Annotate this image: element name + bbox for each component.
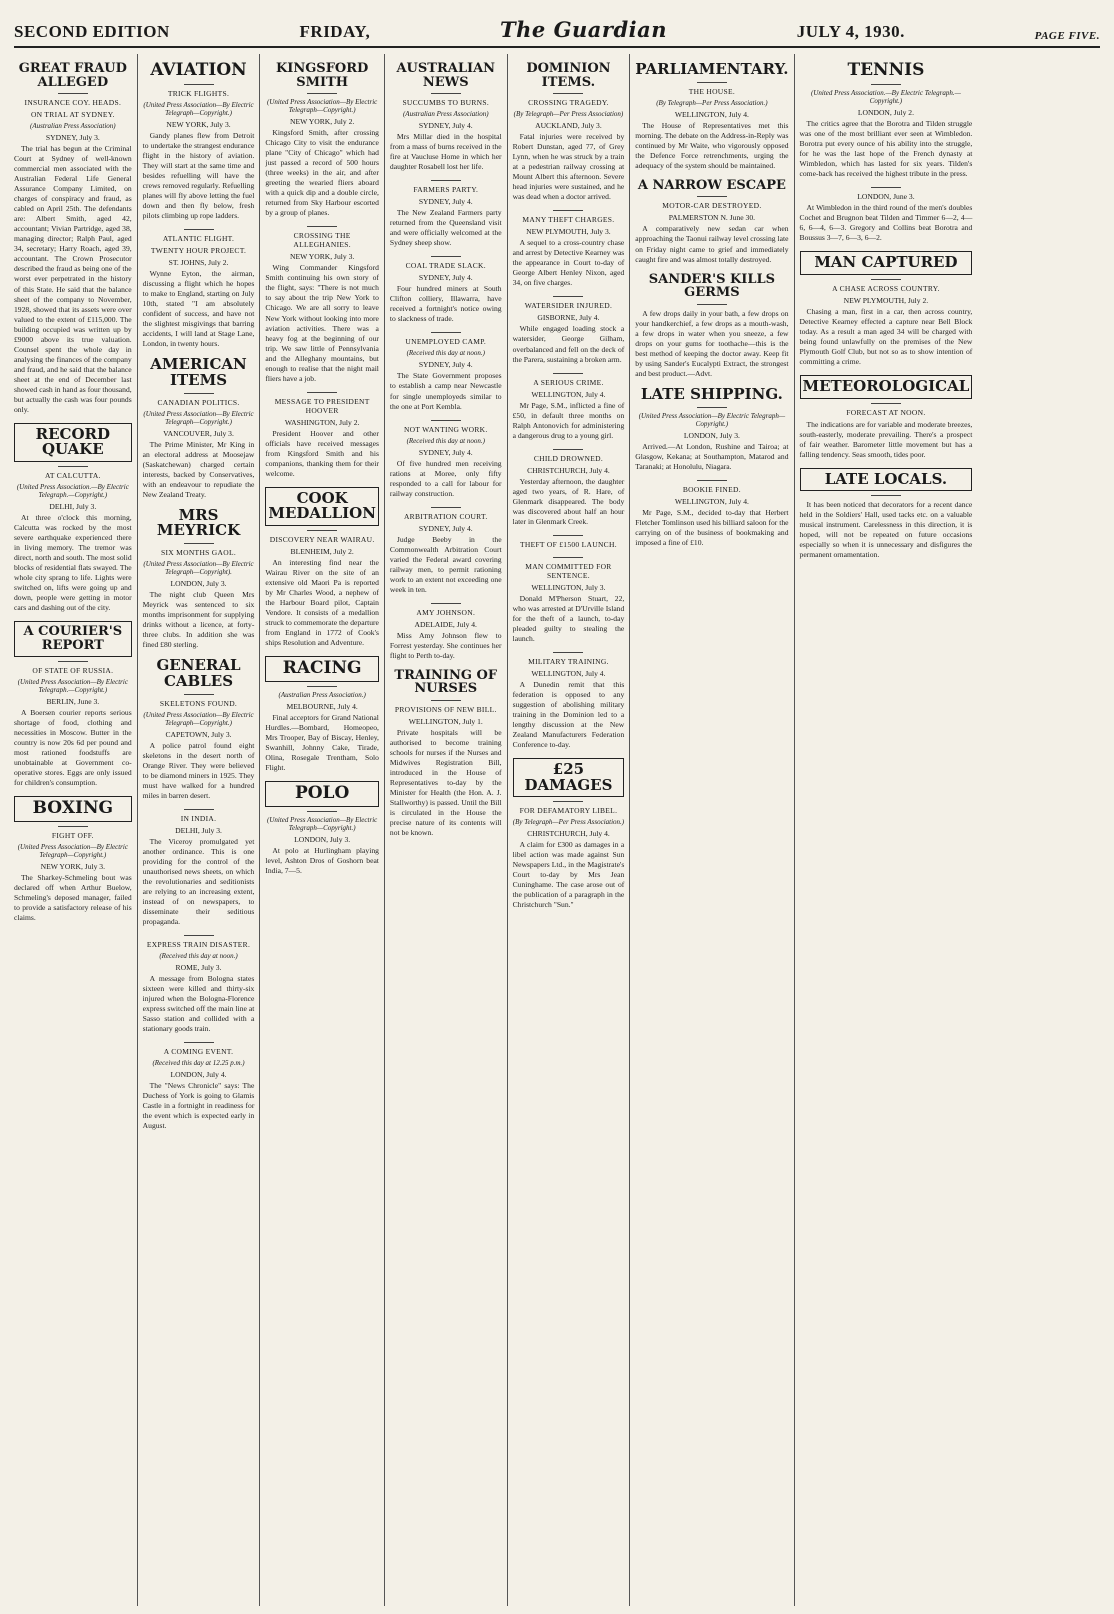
article-headline: A NARROW ESCAPE <box>637 177 786 193</box>
article-credit: (Received this day at noon.) <box>406 349 485 358</box>
article-credit: (United Press Association—By Electric Telegraph—Copyright). <box>143 560 254 577</box>
article-credit: (By Telegraph—Per Press Association.) <box>656 98 768 107</box>
headline-divider <box>184 694 214 695</box>
article-headline: MRS MEYRICK <box>156 505 241 540</box>
article-body: An interesting find near the Wairau River on the site of an extensive old Maori Pa is reported by Mr Charles Wood, a nephew of the Harbour Board pilot, Captain Vendore. It consists of a medallion struck to commemorate the departure from England in 1772 of Cook's ships Resolution and Adventure. <box>265 558 379 648</box>
article-dateline: CAPETOWN, July 3. <box>165 729 232 739</box>
article-body: Of five hundred men receiving rations at Moree, only fifty responded to a call for labour for railway construction. <box>389 458 502 498</box>
article-subhead: SIX MONTHS GAOL. <box>161 548 237 558</box>
article-dateline: BERLIN, June 3. <box>46 696 100 706</box>
article <box>265 656 379 773</box>
column-5 <box>507 54 630 1606</box>
article-dateline: LONDON, July 3. <box>170 579 227 589</box>
article <box>513 296 625 364</box>
article-subhead: BOOKIE FINED. <box>682 484 741 494</box>
headline-divider <box>307 93 337 94</box>
article-subhead: CHILD DROWNED. <box>533 453 604 463</box>
article <box>800 62 973 179</box>
article-subhead: CROSSING TRAGEDY. <box>528 98 609 108</box>
article-subhead: MOTOR-CAR DESTROYED. <box>662 201 762 211</box>
article-credit: (By Telegraph—Per Press Association) <box>513 110 624 119</box>
article-headline: TRAINING OF NURSES <box>394 667 498 697</box>
article-dateline: WELLINGTON, July 4. <box>674 109 749 119</box>
article-subhead: IN INDIA. <box>180 813 217 823</box>
article-subhead: FOR DEFAMATORY LIBEL. <box>519 806 618 816</box>
article-dateline: LONDON, July 3. <box>294 835 351 845</box>
article-body: A sequel to a cross-country chase and arrest by Detective Kearney was the appearance in Court to-day of George Albert Henley Nixon, aged 34, on five charges. <box>512 238 625 288</box>
article-dateline: WELLINGTON, July 4. <box>531 668 606 678</box>
article-credit: (Australian Press Association) <box>402 110 489 119</box>
article-body: The New Zealand Farmers party returned from the Queensland visit and were officially welcomed at the Sydney sheep show. <box>389 208 502 248</box>
article-body: Mr Page, S.M., inflicted a fine of £50, in default three months on Ralph Antonovich for administering a dangerous drug to a young girl. <box>512 400 625 440</box>
article-subhead: CROSSING THE ALLEGHANIES. <box>293 231 351 250</box>
article <box>14 423 132 614</box>
article-credit: (United Press Association—By Electric Telegraph.—Copyright.) <box>17 677 128 694</box>
article <box>800 468 973 561</box>
article-dateline: CHRISTCHURCH, July 4. <box>527 829 610 839</box>
article-dateline: WELLINGTON, July 4. <box>531 389 606 399</box>
article-body: The House of Representatives met this morning. The debate on the Address-in-Reply was continued by Mr Waite, who vigorously opposed the Defence Force retrenchments, urging the adequacy of the system should be maintained. <box>635 120 789 170</box>
article <box>143 1042 255 1131</box>
article-dateline: WASHINGTON, July 2. <box>284 417 360 427</box>
article-dateline: VANCOUVER, July 3. <box>163 428 234 438</box>
article-subhead: COAL TRADE SLACK. <box>405 261 486 271</box>
headline-divider <box>697 407 727 408</box>
article <box>143 229 255 349</box>
article-body: The indications are for variable and moderate breezes, south-easterly, moderate prevailing. There's a prospect of fair weather. Barometer little movement but has a falling tendency. Seas smooth, tides poor. <box>799 419 973 459</box>
article-headline: GREAT FRAUD ALLEGED <box>18 61 127 90</box>
section-divider <box>553 210 583 211</box>
article-headline: LATE LOCALS. <box>800 468 973 492</box>
article-headline: MAN CAPTURED <box>800 251 973 275</box>
article-dateline: SYDNEY, July 4. <box>418 121 473 131</box>
article-body: The "News Chronicle" says: The Duchess of York is going to Glamis Castle in a fortnight in readiness for the event which is expected early in August. <box>142 1081 255 1131</box>
section-divider <box>553 535 583 536</box>
article-body: Kingsford Smith, after crossing Chicago City to visit the endurance plane "City of Chicago" which had just passed a record of 500 hours (three weeks) in the air, and after greeting the wearied fliers aboard with a quick dip and a double circle, returned from Sky Harbour escorted by a group of planes. <box>265 128 379 218</box>
article-subhead: FIGHT OFF. <box>51 830 94 840</box>
article-headline: PARLIAMENTARY. <box>635 60 789 78</box>
article-credit: (Received this day at 12.25 p.m.) <box>152 1059 245 1068</box>
section-divider <box>307 226 337 227</box>
article-dateline: SYDNEY, July 4. <box>418 360 473 370</box>
article-body: A claim for £300 as damages in a libel action was made against Sun Newspapers Ltd., in the Magistrate's Court to-day by Mrs Jean Cuninghame. The case arose out of the publication of a paragraph in the Christchurch "Sun." <box>512 840 625 910</box>
article <box>513 210 625 288</box>
section-divider <box>431 180 461 181</box>
article <box>800 375 973 460</box>
section-divider <box>553 373 583 374</box>
article-dateline: WELLINGTON, July 4. <box>674 496 749 506</box>
article-dateline: SYDNEY, July 4. <box>418 523 473 533</box>
article-subhead: AMY JOHNSON. <box>416 607 476 617</box>
column-4 <box>384 54 507 1606</box>
article-body: It has been noticed that decorators for a recent dance held in the Soldiers' Hall, used tacks etc. on a valuable musical instrument. Carelessness in this direction, it is hoped, will not be repeated on future occasions especially so when it is unnecessary and disfigures the permanent ornamentation. <box>799 500 973 560</box>
article-subhead: NOT WANTING WORK. <box>403 424 488 434</box>
article-headline: SANDER'S KILLS GERMS <box>648 271 776 301</box>
article-body: While engaged loading stock a watersider, George Gilham, overbalanced and fell on the deck of the Parera, sustaining a broken arm. <box>512 324 625 364</box>
headline-divider <box>871 403 901 404</box>
article-credit: (United Press Association—By Electric Telegraph—Copyright.) <box>143 710 254 727</box>
article <box>513 535 625 549</box>
article-dateline: LONDON, July 2. <box>857 107 914 117</box>
article <box>390 669 502 838</box>
article-body: At three o'clock this morning, Calcutta was rocked by the most severe earthquake experienced there in living memory. The tremor was direct, north and south. The most solid blocks of residential flats swayed. The whole city sprang to life. Lights were switched on, lifts were going up and down, people were getting in motor cars and dashing out of the city. <box>14 513 132 613</box>
article-headline: AUSTRALIAN NEWS <box>396 61 496 90</box>
headline-divider <box>58 466 88 467</box>
article-credit: (By Telegraph—Per Press Association.) <box>512 818 625 827</box>
article-credit: (United Press Association.—By Electric Telegraph.—Copyright.) <box>16 483 129 500</box>
section-divider <box>431 256 461 257</box>
article-headline: POLO <box>265 781 379 807</box>
masthead <box>14 18 1100 48</box>
article-credit: (United Press Association—By Electric Telegraph—Copyright.) <box>17 842 128 859</box>
article <box>635 384 789 472</box>
article <box>143 935 255 1034</box>
article-dateline: CHRISTCHURCH, July 4. <box>527 465 610 475</box>
edition-label: SECOND EDITION <box>14 22 170 41</box>
article-body: A police patrol found eight skeletons in the desert north of Orange River. They were believed to be diamond miners in 1925. They must have walked for a hundred miles in barren desert. <box>142 740 255 800</box>
headline-divider <box>871 84 901 85</box>
article-dateline: NEW YORK, July 3. <box>166 119 231 129</box>
section-divider <box>184 809 214 810</box>
article-body: At Wimbledon in the third round of the men's doubles Cochet and Brugnon beat Tilden and Timmer 6—2, 4—6, 6—4, 6—3. Gregory and Collins beat Borotra and Boussus 3—7, 6—3, 6—2. <box>799 202 973 242</box>
article-dateline: GISBORNE, July 4. <box>537 313 600 323</box>
article <box>513 373 625 441</box>
article <box>800 187 973 243</box>
article-dateline: SYDNEY, July 4. <box>418 447 473 457</box>
article-body: The Sharkey-Schmeling bout was declared off when Arthur Buelow, Schmeling's deposed manager, failed to provide a satisfactory release of his claims. <box>14 872 132 922</box>
article-body: Miss Amy Johnson flew to Forrest yesterday. She continues her flight to Perth to-day. <box>389 630 502 660</box>
article-dateline: ST. JOHNS, July 2. <box>168 257 229 267</box>
article-dateline: NEW YORK, July 3. <box>289 252 355 262</box>
article-subhead: ATLANTIC FLIGHT. <box>162 233 235 243</box>
article-body: Mrs Millar died in the hospital from a mass of burns received in the fire at Vaucluse Home in which her daughter Rosabell lost her life. <box>389 132 502 172</box>
article-dateline: WELLINGTON, July 3. <box>531 582 606 592</box>
article-headline: RACING <box>265 656 379 682</box>
headline-divider <box>871 279 901 280</box>
column-1 <box>14 54 137 1606</box>
article-subhead: UNEMPLOYED CAMP. <box>405 337 487 347</box>
article-subhead: PROVISIONS OF NEW BILL. <box>394 705 497 715</box>
article <box>513 62 625 202</box>
article-dateline: LONDON, July 3. <box>683 430 740 440</box>
article-dateline: NEW PLYMOUTH, July 3. <box>526 227 611 237</box>
article <box>390 62 502 172</box>
article-body: Fatal injuries were received by Robert Dunstan, aged 77, of Grey Lynn, when he was struck by a train at a pedestrian railway crossing at Mount Albert this afternoon. Severe head injuries were sustained, and he was dead when a doctor arrived. <box>512 132 625 202</box>
article-body: President Hoover and other officials have received messages from Kingsford Smith and his companions, thanking them for their welcome. <box>265 428 379 478</box>
article <box>635 480 788 548</box>
article-subhead: ON TRIAL AT SYDNEY. <box>30 110 115 120</box>
article-body: Chasing a man, first in a car, then across country, Detective Kearney effected a capture near Bell Block today. As a result a man aged 34 will be charged with being found unlawfully on the premises of the New Plymouth Golf Club, but not so as to show intention of committing a crime. <box>799 306 973 366</box>
section-divider <box>431 603 461 604</box>
article-dateline: DELHI, July 3. <box>49 502 97 512</box>
article-subhead: OF STATE OF RUSSIA. <box>32 665 114 675</box>
article-subhead: FORECAST AT NOON. <box>846 407 926 417</box>
headline-divider <box>307 530 337 531</box>
article-body: Donald M'Pherson Stuart, 22, who was arrested at D'Urville Island for the theft of a launch, to-day pleaded guilty to stealing the launch. <box>512 593 625 643</box>
article-credit: (Received this day at noon.) <box>159 952 238 961</box>
article-body: Judge Beeby in the Commonwealth Arbitration Court varied the Federal award covering railway men, to permit rationing work to an extent not exceeding one week in ten. <box>389 534 502 594</box>
article <box>265 226 379 383</box>
article-subhead: TRICK FLIGHTS. <box>167 88 230 98</box>
headline-divider <box>697 82 727 83</box>
article-headline: BOXING <box>14 796 132 822</box>
article-credit: (Received this day at noon.) <box>406 436 485 445</box>
article <box>635 62 788 171</box>
article <box>635 273 788 379</box>
article-subhead: DISCOVERY NEAR WAIRAU. <box>269 535 375 545</box>
article-subhead: AT CALCUTTA. <box>44 471 101 481</box>
article <box>513 758 625 911</box>
article <box>513 557 625 644</box>
section-divider <box>871 187 901 188</box>
article-headline: £25 DAMAGES <box>513 758 625 798</box>
article-subhead: ARBITRATION COURT. <box>403 511 488 521</box>
article-headline: AVIATION <box>150 60 247 80</box>
section-divider <box>431 507 461 508</box>
article-body: A few drops daily in your bath, a few drops on your handkerchief, a few drops as a mouth-wash, a few drops in water when you sneeze, a few drops on your gums for toothache—this is the best method of keeping the doctor away. Keep fit by using Sander's Eucalypti Extract, the strongest and best product.—Advt. <box>635 308 789 378</box>
article-dateline: PALMERSTON N. June 30. <box>668 213 756 223</box>
article-dateline: LONDON, June 3. <box>857 191 915 201</box>
headline-divider <box>58 826 88 827</box>
page-number: PAGE FIVE. <box>1034 30 1100 42</box>
article-dateline: ROME, July 3. <box>175 963 222 973</box>
article-subhead: WATERSIDER INJURED. <box>524 301 613 311</box>
headline-divider <box>58 93 88 94</box>
section-divider <box>184 935 214 936</box>
article <box>390 180 502 248</box>
article-body: The State Government proposes to establish a camp near Newcastle for single unemployeds similar to the one at Port Kembla. <box>389 371 502 411</box>
article-dateline: NEW PLYMOUTH, July 2. <box>843 295 929 305</box>
article-subhead: INSURANCE COY. HEADS. <box>24 98 122 108</box>
section-divider <box>697 480 727 481</box>
article-dateline: SYDNEY, July 3. <box>45 133 100 143</box>
article-body: The critics agree that the Borotra and Tilden struggle was one of the most brilliant ever seen at Wimbledon. Borotra put every ounce of his ability into the struggle, for he was the last hope of the French dynasty at Wimbledon, which has lasted for six years. Tilden's come-back has received the highest tribute in the press. <box>799 118 973 178</box>
article-body: Yesterday afternoon, the daughter aged two years, of R. Hare, of Glenmark disappeared. The body was discovered about half an hour later in Glenmark Creek. <box>512 476 625 526</box>
article <box>265 781 379 876</box>
article-dateline: BLENHEIM, July 2. <box>290 547 354 557</box>
article-dateline: ADELAIDE, July 4. <box>414 619 477 629</box>
article-subhead: MILITARY TRAINING. <box>528 656 609 666</box>
day-label: FRIDAY, <box>299 22 371 41</box>
article <box>14 621 132 787</box>
article <box>513 449 625 527</box>
column-7 <box>794 54 978 1606</box>
article-body: Private hospitals will be authorised to become training schools for nurses if the Nurses and Midwives Registration Bill, introduced in the House of Representatives to-day by the Minister for Health (the Hon. A. J. Stallworthy) is passed. Until the Bill is circulated in the House the precise nature of its contents will not be known. <box>389 728 502 838</box>
headline-divider <box>184 393 214 394</box>
headline-divider <box>184 543 214 544</box>
article <box>142 505 255 651</box>
article-dateline: AUCKLAND, July 3. <box>535 121 602 131</box>
article-body: A Boersen courier reports serious shortage of food, clothing and necessities in Moscow. Butter in the country is now 20s 6d per pound and most rationed foodstuffs are unobtainable at Government co-operative stores. Eggs are only issued for children's consumption. <box>14 707 132 787</box>
article-subhead: SUCCUMBS TO BURNS. <box>402 98 490 108</box>
article-subhead: MAN COMMITTED FOR SENTENCE. <box>525 561 612 580</box>
headline-divider <box>307 686 337 687</box>
article-dateline: DELHI, July 3. <box>175 825 222 835</box>
column-3 <box>259 54 384 1606</box>
article-body: Mr Page, S.M., decided to-day that Herbert Fletcher Tomlinson used his billiard saloon for the carrying on of the business of bookmaking and imposed a fine of £10. <box>635 507 789 547</box>
article <box>143 357 255 500</box>
article-body: At polo at Hurlingham playing level, Ashton Dros of Goshorn beat India, 7—5. <box>265 846 379 876</box>
article-credit: (United Press Association—By Electric Telegraph—Copyright.) <box>267 98 378 115</box>
article-dateline: NEW YORK, July 2. <box>289 117 355 127</box>
article-headline: KINGSFORD SMITH <box>275 61 369 90</box>
article-body: The Prime Minister, Mr King in an electoral address at Moosejaw (Saskatchewan) charged certain interests, backed by Conservatives, with an endeavour to repudiate the New Zealand Treaty. <box>142 439 255 499</box>
article <box>800 251 973 367</box>
article <box>390 332 502 411</box>
article <box>265 62 379 218</box>
column-2 <box>137 54 260 1606</box>
newspaper-title: The Guardian <box>500 17 667 42</box>
headline-divider <box>697 304 727 305</box>
article-subhead: MESSAGE TO PRESIDENT HOOVER <box>274 396 370 415</box>
headline-divider <box>307 811 337 812</box>
article-subhead: MANY THEFT CHARGES. <box>522 215 615 225</box>
article-body: Final acceptors for Grand National Hurdles.—Bombard, Homeopeo, Mrs Trooper, Bay of Biscay, Henley, Swanhill, Johnny Cake, Tirade, Olina, Rosegale Trentham, Solo Flight. <box>265 713 379 773</box>
section-divider <box>431 332 461 333</box>
section-divider <box>553 296 583 297</box>
article <box>390 507 502 595</box>
article-headline: LATE SHIPPING. <box>640 384 783 403</box>
article-subhead: FARMERS PARTY. <box>413 185 479 195</box>
article-credit: (United Press Association.—By Electric Telegraph.—Copyright.) <box>810 88 961 105</box>
article-body: Wing Commander Kingsford Smith continuing his own story of the flight, says: "There is not much to say about the trip New York to Chicago. We are all sorry to leave New York without looking into more aviation activities. There was a heavy fog at the beginning of our trip. We saw little of Pennsylvania and the Alleghany mountains, but enough to realise that the night mail fliers have a job. <box>265 263 379 383</box>
article-subhead: THE HOUSE. <box>688 86 736 96</box>
column-6 <box>629 54 793 1606</box>
article-credit: (Australian Press Association.) <box>278 691 366 700</box>
section-divider <box>431 420 461 421</box>
newspaper-columns <box>14 54 1100 1606</box>
article-dateline: NEW YORK, July 3. <box>40 861 105 871</box>
article-headline: A COURIER'S REPORT <box>14 621 132 656</box>
article-body: The Viceroy promulgated yet another ordinance. This is one providing for the control of the unauthorised news sheets, on which the revolutionaries and seditionists are relying to an increasing extent, instead of on newspapers, to disseminate their seditious propaganda. <box>142 836 255 927</box>
article-subhead: A CHASE ACROSS COUNTRY. <box>832 283 940 293</box>
article-dateline: LONDON, July 4. <box>170 1070 227 1080</box>
section-divider <box>184 229 214 230</box>
article <box>14 62 132 415</box>
article-dateline: MELBOURNE, July 4. <box>286 702 358 712</box>
date-label: JULY 4, 1930. <box>796 22 905 41</box>
article-body: Gandy planes flew from Detroit to undertake the strangest endurance flight in the history of aviation. They will start at the same time and besides refuelling will have the crews removed regularly. Refuelling planes will fly above letting the fuel down and then fly below, fresh pilots climbing up rope ladders. <box>142 130 255 220</box>
article-headline: AMERICAN ITEMS <box>150 355 247 389</box>
headline-divider <box>58 661 88 662</box>
article-credit: (United Press Association—By Electric Telegraph—Copyright.) <box>143 409 254 426</box>
article <box>143 658 255 801</box>
headline-divider <box>431 700 461 701</box>
headline-divider <box>184 84 214 85</box>
article-headline: METEOROLOGICAL <box>800 375 973 399</box>
article <box>265 392 379 479</box>
headline-divider <box>553 93 583 94</box>
article-body: A message from Bologna states sixteen were killed and thirty-six injured when the Bologna-Florence express switched off the main line at Sasso station and collided with a stationary goods train. <box>142 974 255 1034</box>
article-body: A comparatively new sedan car when approaching the Taonui railway level crossing late on Friday night came to grief and immediately caught fire and was almost totally destroyed. <box>635 224 789 264</box>
article-body: Four hundred miners at South Clifton colliery, Illawarra, have received a fortnight's notice owing to slackness of trade. <box>389 284 502 324</box>
article <box>513 652 625 750</box>
article-subhead: EXPRESS TRAIN DISASTER. <box>146 940 251 950</box>
article-body: A Dunedin remit that this federation is opposed to any suggestion of abolishing military training in the Dominion led to a lengthy discussion at the New Zealand Manufacturers Federation Conference to-day. <box>512 679 625 749</box>
section-divider <box>553 557 583 558</box>
article-body: Arrived.—At London, Rushine and Tairoa; at Glasgow, Kekana; at Southampton, Matarod and Taranaki; at Honolulu, Niagara. <box>635 441 789 471</box>
article <box>143 62 255 221</box>
article-subhead: TWENTY HOUR PROJECT. <box>150 245 247 255</box>
article-body: The night club Queen Mrs Meyrick was sentenced to six months imprisonment for supplying drinks without a licence, at forty-three clubs. In addition she was fined £80 sterling. <box>142 590 255 650</box>
article <box>14 796 132 923</box>
section-divider <box>307 392 337 393</box>
article-subhead: SKELETONS FOUND. <box>159 698 238 708</box>
article-subhead: A COMING EVENT. <box>163 1047 234 1057</box>
article-subhead: CANADIAN POLITICS. <box>157 397 240 407</box>
section-divider <box>184 1042 214 1043</box>
article-headline: GENERAL CABLES <box>156 656 241 691</box>
article-dateline: SYDNEY, July 4. <box>418 273 473 283</box>
article <box>143 809 255 927</box>
article-subhead: A SERIOUS CRIME. <box>533 377 604 387</box>
article-headline: RECORD QUAKE <box>14 423 132 463</box>
article-headline: COOK MEDALLION <box>265 487 379 527</box>
article-credit: (United Press Association—By Electric Telegraph—Copyright.) <box>267 816 378 833</box>
headline-divider <box>553 801 583 802</box>
article-credit: (United Press Association—By Electric Telegraph—Copyright.) <box>638 411 786 428</box>
article-headline: DOMINION ITEMS. <box>526 61 611 90</box>
article <box>390 420 502 499</box>
article-credit: (United Press Association—By Electric Telegraph—Copyright.) <box>143 100 254 117</box>
article-dateline: WELLINGTON, July 1. <box>408 717 483 727</box>
headline-divider <box>871 495 901 496</box>
article <box>390 256 502 324</box>
article <box>635 179 788 265</box>
section-divider <box>553 652 583 653</box>
headline-divider <box>431 93 461 94</box>
article-headline: TENNIS <box>847 60 925 80</box>
article <box>265 487 379 649</box>
article-subhead: THEFT OF £1500 LAUNCH. <box>519 539 617 549</box>
article-body: The trial has begun at the Criminal Court at Sydney of well-known commercial men associated with the Australian Federal Life General Assurance Company Limited, on charges of conspiracy and fraud, as cabled on April 25th. The defendants are: Albert Smith, aged 42, accountant; Vivian Partridge, aged 38, managing director; Ralph Paul, aged 34, secretary; Harry Roach, aged 39, accountant. The Crown Prosecutor described the fraud as being one of the worst ever perpetrated in the history of this State. He said that the balance sheet of the company to November, 1928, showed that its assets were over valued to the extent of £115,000. The building occupied was written up by £9000 above its true valuation. Counsel spent the whole day in analysing the finances of the company and fraud, and he said that the balance sheet at the end of December last showed cash in hand as four thousand, but actually the cash was four pounds only. <box>14 144 132 414</box>
article-body: Wynne Eyton, the airman, discussing a flight which he hopes to make to England, starting on July 10th, stated "I am absolutely confident of success, and have not the slightest misgivings that barring accidents, I will land at Stage Lane, London, in twenty hours. <box>142 268 255 349</box>
headline-divider <box>697 196 727 197</box>
article-dateline: SYDNEY, July 4. <box>418 197 473 207</box>
article <box>390 603 502 661</box>
article-credit: (Australian Press Association) <box>30 122 116 131</box>
section-divider <box>553 449 583 450</box>
